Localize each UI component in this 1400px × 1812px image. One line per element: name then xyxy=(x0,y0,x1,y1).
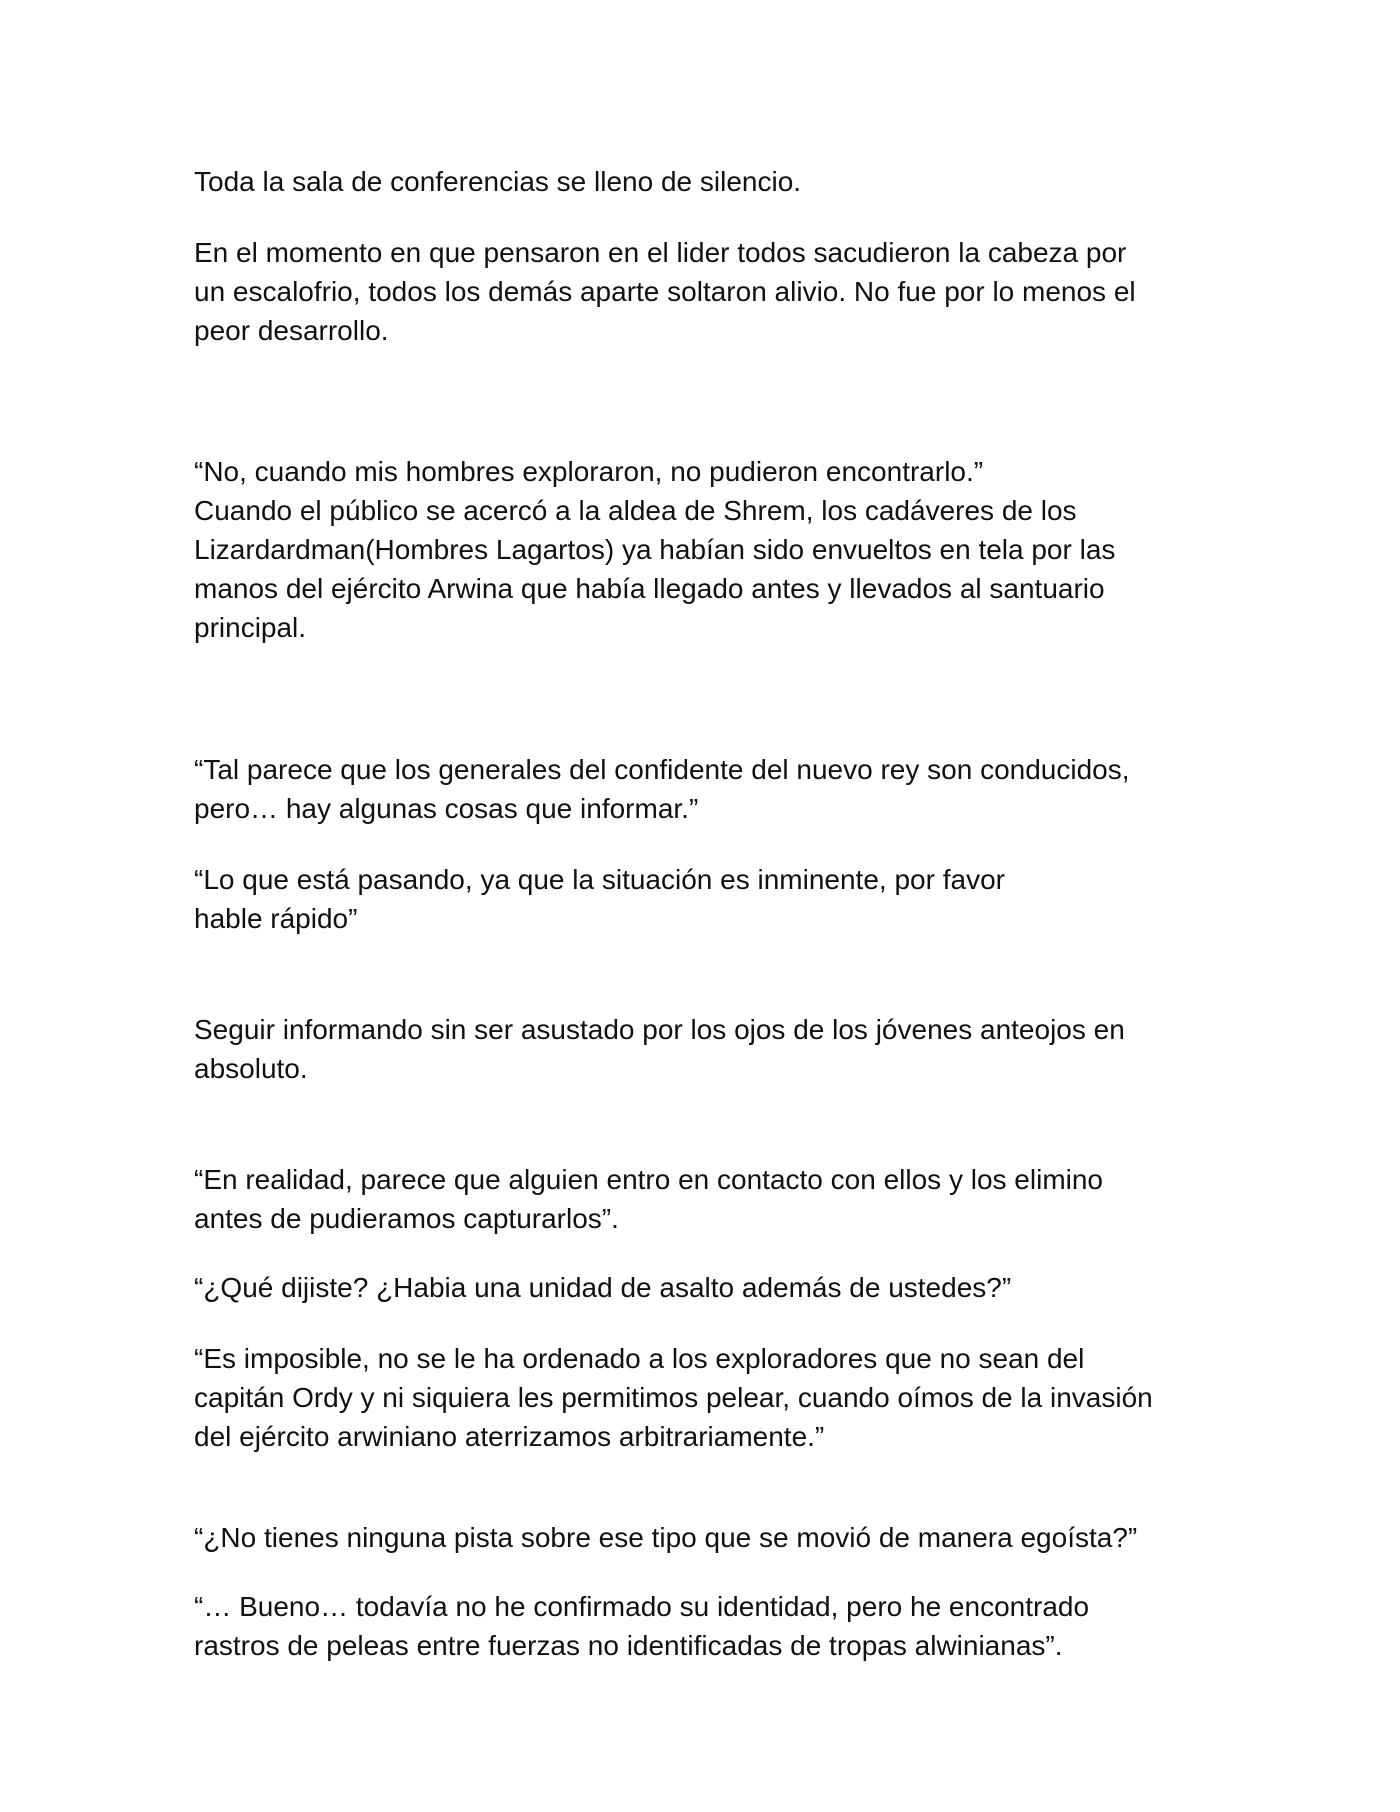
paragraph-1: Toda la sala de conferencias se lleno de silencio. xyxy=(194,166,802,197)
paragraph-9: “Es imposible, no se le ha ordenado a los exploradores que no sean del capitán Ordy y ni siquiera les permitimos pelear, cuando oímos de la invasión del ejército arwiniano aterrizamos arbitrariamente.” xyxy=(194,1343,1153,1452)
paragraph-10: “¿No tienes ninguna pista sobre ese tipo que se movió de manera egoísta?” xyxy=(194,1522,1138,1553)
paragraph-4: “Tal parece que los generales del confidente del nuevo rey son conducidos, pero… hay algunas cosas que informar.” xyxy=(194,754,1130,824)
paragraph-3: “No, cuando mis hombres exploraron, no pudieron encontrarlo.” Cuando el público se acercó a la aldea de Shrem, los cadáveres de los Lizardardman(Hombres Lagartos) ya habían sido envueltos en tela por las manos del ejército Arwina que había llegado antes y llevados al santuario principal. xyxy=(194,456,1116,643)
paragraph-8: “¿Qué dijiste? ¿Habia una unidad de asalto además de ustedes?” xyxy=(194,1272,1012,1303)
paragraph-6: Seguir informando sin ser asustado por los ojos de los jóvenes anteojos en absoluto. xyxy=(194,1014,1125,1084)
paragraph-5: “Lo que está pasando, ya que la situación es inminente, por favor hable rápido” xyxy=(194,864,1005,934)
paragraph-2: En el momento en que pensaron en el lider todos sacudieron la cabeza por un escalofrio, todos los demás aparte soltaron alivio. No fue por lo menos el peor desarrollo. xyxy=(194,237,1136,346)
paragraph-11: “… Bueno… todavía no he confirmado su identidad, pero he encontrado rastros de peleas entre fuerzas no identificadas de tropas alwinianas”. xyxy=(194,1591,1090,1661)
paragraph-7: “En realidad, parece que alguien entro en contacto con ellos y los elimino antes de pudieramos capturarlos”. xyxy=(194,1164,1104,1234)
